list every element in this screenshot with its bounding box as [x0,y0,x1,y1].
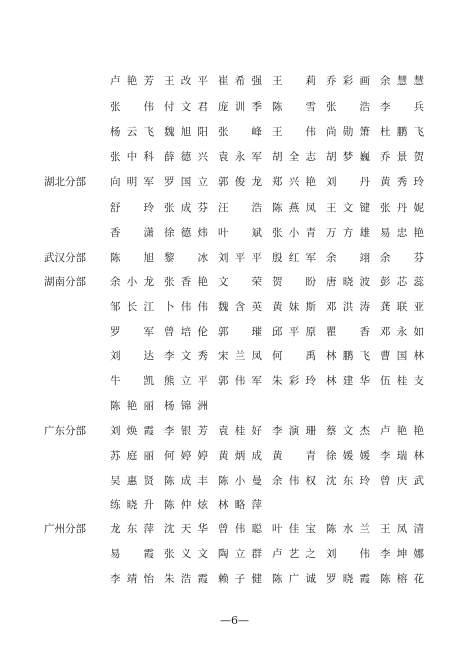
name-cell: 林鹏飞 [326,350,370,362]
name-cell: 赖子健 [218,573,262,585]
table-row [0,149,469,165]
name-cell: 宋兰凤 [218,350,262,362]
name-cell: 沈天华 [164,523,208,535]
name-cell: 胡全志 [272,151,316,163]
name-cell: 付文君 [164,101,208,113]
name-cell: 黎 冰 [164,252,208,264]
name-cell: 曾培伦 [164,326,208,338]
name-cell: 王 伟 [272,126,316,138]
name-cell: 王 莉 [272,75,316,87]
name-cell: 香 潇 [110,227,154,239]
name-cell: 陈榕花 [380,573,424,585]
name-cell: 卢艺之 [272,548,316,560]
name-cell: 余慧慧 [380,75,424,87]
name-cell: 易 霞 [110,548,154,560]
name-cell: 魏旭阳 [164,126,208,138]
name-cell: 蔡文杰 [326,425,370,437]
name-cell: 张小青 [272,227,316,239]
name-cell: 彭芯蕊 [380,276,424,288]
name-cell: 练晓升 [110,499,154,511]
name-cell: 李靖怡 [110,573,154,585]
name-cell: 龚联亚 [380,301,424,313]
name-cell: 何 禹 [272,350,316,362]
name-cell: 袁桂好 [218,425,262,437]
section-label: 广东分部 [44,425,86,437]
name-cell: 薛德兴 [164,151,208,163]
name-cell: 朱彩玲 [272,375,316,387]
table-row [0,324,469,340]
name-cell: 殷红军 [272,252,316,264]
name-cell: 向明军 [110,176,154,188]
name-cell: 汪浩 [218,202,262,214]
name-cell: 张丹妮 [380,202,424,214]
name-cell: 陈燕凤 [272,202,316,214]
name-cell: 余伟权 [272,475,316,487]
name-cell: 陈小曼 [218,475,262,487]
name-cell: 徐德炜 [164,227,208,239]
name-cell: 陈艳丽 [110,400,154,412]
name-cell: 郑兴艳 [272,176,316,188]
name-cell: 卢艳芳 [110,75,154,87]
table-row [0,73,469,89]
name-cell: 张 浩 [326,101,370,113]
table-row [0,373,469,389]
name-cell: 卢艳艳 [380,425,424,437]
name-cell: 卜伟伟 [164,301,208,313]
table-row [0,521,469,537]
name-cell: 张中科 [110,151,154,163]
table-row [0,225,469,241]
table-row [0,571,469,587]
name-cell: 朱浩霞 [164,573,208,585]
name-cell: 张香艳 [164,276,208,288]
name-cell: 伍桂支 [380,375,424,387]
name-cell: 崔希强 [218,75,262,87]
name-cell: 黄 青 [272,450,316,462]
name-cell: 刘焕霞 [110,425,154,437]
name-cell: 刘 丹 [326,176,370,188]
name-cell: 陈广诚 [272,573,316,585]
name-cell: 罗 军 [110,326,154,338]
name-cell: 何婷婷 [164,450,208,462]
table-row [0,99,469,115]
name-cell: 李银芳 [164,425,208,437]
name-cell: 熊立平 [164,375,208,387]
name-cell: 张义文 [164,548,208,560]
table-row [0,299,469,315]
name-cell: 易忠艳 [380,227,424,239]
name-cell: 邓洪涛 [326,301,370,313]
name-cell: 林建华 [326,375,370,387]
name-cell: 牛 凯 [110,375,154,387]
name-cell: 邓永如 [380,326,424,338]
name-cell: 李 兵 [380,101,424,113]
table-row [0,398,469,414]
name-cell: 王凤清 [380,523,424,535]
section-label: 武汉分部 [44,252,86,264]
name-cell: 刘平平 [218,252,262,264]
name-cell: 郭俊龙 [218,176,262,188]
name-cell: 尚勋箫 [326,126,370,138]
name-cell: 张 伟 [110,101,154,113]
name-cell: 唐晓波 [326,276,370,288]
table-row [0,250,469,266]
table-row [0,423,469,439]
name-cell: 陈 旭 [110,252,154,264]
name-cell: 徐媛媛 [326,450,370,462]
name-cell: 刘 达 [110,350,154,362]
page-number: —6— [220,614,249,627]
name-cell: 李坤娜 [380,548,424,560]
name-cell: 胡梦巍 [326,151,370,163]
table-row [0,473,469,489]
name-cell: 吴惠贤 [110,475,154,487]
name-cell: 文 荣 [218,276,262,288]
name-cell: 黄秀玲 [380,176,424,188]
name-cell: 陈成丰 [164,475,208,487]
name-cell: 王改平 [164,75,208,87]
name-cell: 苏庭丽 [110,450,154,462]
name-cell: 叶佳宝 [272,523,316,535]
name-cell: 李瑞林 [380,450,424,462]
name-cell: 张 峰 [218,126,262,138]
name-cell: 林略萍 [218,499,262,511]
table-row [0,124,469,140]
name-cell: 沈东玲 [326,475,370,487]
name-cell: 邱平原 [272,326,316,338]
table-row [0,200,469,216]
name-cell: 李文秀 [164,350,208,362]
name-cell: 黄炳成 [218,450,262,462]
name-cell: 曾庆武 [380,475,424,487]
name-cell: 杨云飞 [110,126,154,138]
name-cell: 杨锦洲 [164,400,208,412]
section-label: 广州分部 [44,523,86,535]
name-cell: 袁永军 [218,151,262,163]
section-label: 湖北分部 [44,176,86,188]
name-cell: 李演珊 [272,425,316,437]
name-cell: 乔彩画 [326,75,370,87]
name-cell: 黄妹斯 [272,301,316,313]
section-label: 湖南分部 [44,276,86,288]
name-cell: 余 翊 [326,252,370,264]
table-row [0,448,469,464]
name-cell: 王文键 [326,202,370,214]
name-cell: 郭伟军 [218,375,262,387]
name-cell: 刘 伟 [326,548,370,560]
table-row [0,497,469,513]
name-cell: 罗晓霞 [326,573,370,585]
name-cell: 陈仲炫 [164,499,208,511]
name-cell: 邹长江 [110,301,154,313]
name-cell: 舒 玲 [110,202,154,214]
name-cell: 曾伟聪 [218,523,262,535]
name-cell: 乔景贺 [380,151,424,163]
table-row [0,174,469,190]
name-cell: 杜鹏飞 [380,126,424,138]
name-cell: 龙东萍 [110,523,154,535]
name-cell: 庞训季 [218,101,262,113]
name-cell: 余 芬 [380,252,424,264]
name-cell: 陈水兰 [326,523,370,535]
name-cell: 余小龙 [110,276,154,288]
name-cell: 罗国立 [164,176,208,188]
name-cell: 瞿 香 [326,326,370,338]
name-cell: 曹国林 [380,350,424,362]
table-row [0,348,469,364]
name-cell: 郭 璀 [218,326,262,338]
name-cell: 贺 盼 [272,276,316,288]
name-cell: 陶立群 [218,548,262,560]
name-cell: 陈 雪 [272,101,316,113]
name-cell: 万方雄 [326,227,370,239]
name-cell: 叶 斌 [218,227,262,239]
table-row [0,274,469,290]
table-row [0,546,469,562]
name-cell: 张成芬 [164,202,208,214]
name-cell: 魏含英 [218,301,262,313]
